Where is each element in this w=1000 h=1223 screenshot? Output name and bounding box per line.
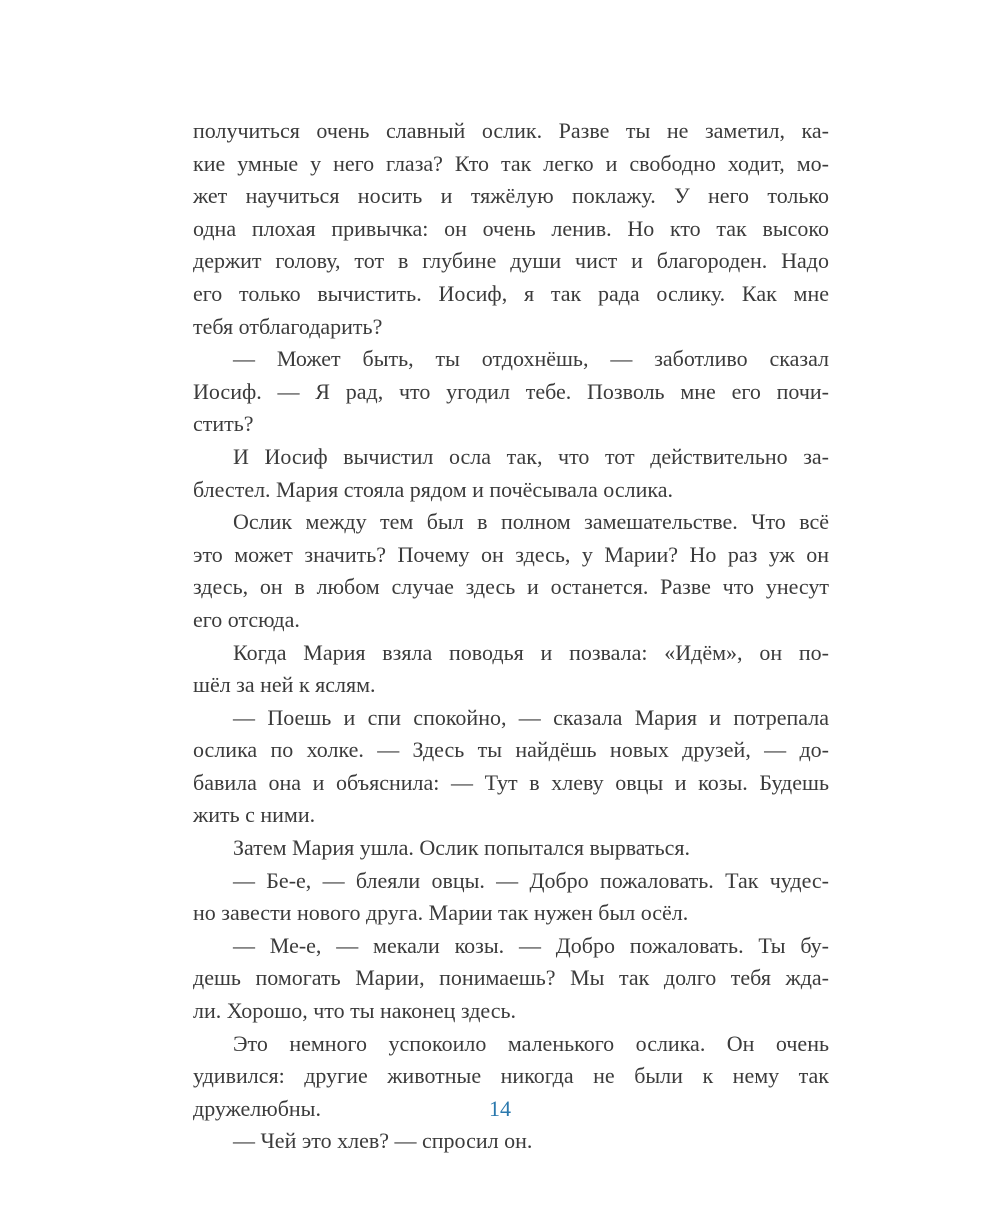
text-line: ослика по холке. — Здесь ты найдёшь новых друзей, — до-	[193, 737, 829, 763]
text-line: кие умные у него глаза? Кто так легко и свободно ходит, мо-	[193, 150, 829, 176]
text-line: — Поешь и спи спокойно, — сказала Мария и потрепала	[233, 704, 829, 730]
text-line: его отсюда.	[193, 606, 300, 632]
text-line: Затем Мария ушла. Ослик попытался вырваться.	[233, 835, 691, 861]
paragraph	[193, 506, 829, 636]
text-line: здесь, он в любом случае здесь и останется. Разве что унесут	[193, 574, 829, 600]
text-line: дружелюбны.	[193, 1095, 321, 1121]
text-line: бавила она и объяснила: — Тут в хлеву овцы и козы. Будешь	[193, 769, 829, 795]
text-line: Иосиф. — Я рад, что угодил тебе. Позволь мне его почи-	[193, 378, 829, 404]
text-line: жить с ними.	[193, 802, 316, 828]
paragraph	[193, 343, 829, 441]
text-line: одна плохая привычка: он очень ленив. Но кто так высоко	[193, 215, 829, 241]
text-line: жет научиться носить и тяжёлую поклажу. У него только	[193, 183, 829, 209]
paragraph	[193, 1125, 829, 1158]
text-line: это может значить? Почему он здесь, у Марии? Но раз уж он	[193, 541, 829, 567]
text-line: тебя отблагодарить?	[193, 313, 383, 339]
paragraph	[193, 637, 829, 702]
paragraph	[193, 930, 829, 1028]
text-line: И Иосиф вычистил осла так, что тот действительно за-	[233, 443, 829, 469]
text-line: его только вычистить. Иосиф, я так рада ослику. Как мне	[193, 280, 829, 306]
text-line: — Бе-е, — блеяли овцы. — Добро пожаловать. Так чудес-	[233, 867, 829, 893]
paragraph	[193, 441, 829, 506]
paragraph	[193, 832, 829, 865]
page-number: 14	[489, 1096, 511, 1121]
text-line: Ослик между тем был в полном замешательстве. Что всё	[233, 509, 829, 535]
text-line: дешь помогать Марии, понимаешь? Мы так долго тебя жда-	[193, 965, 829, 991]
book-page-text	[193, 115, 829, 1158]
text-line: — Чей это хлев? — спросил он.	[233, 1128, 533, 1154]
text-line: блестел. Мария стояла рядом и почёсывала ослика.	[193, 476, 673, 502]
text-line: получиться очень славный ослик. Разве ты не заметил, ка-	[193, 118, 829, 143]
paragraph	[193, 115, 829, 343]
text-line: Когда Мария взяла поводья и позвала: «Идём», он по-	[233, 639, 829, 665]
text-line: Это немного успокоило маленького ослика. Он очень	[233, 1030, 829, 1056]
paragraph	[193, 865, 829, 930]
text-line: — Ме-е, — мекали козы. — Добро пожаловать. Ты бу-	[233, 932, 829, 958]
text-line: шёл за ней к яслям.	[193, 672, 376, 698]
text-line: — Может быть, ты отдохнёшь, — заботливо сказал	[233, 346, 829, 372]
paragraph	[193, 702, 829, 832]
text-line: держит голову, тот в глубине души чист и благороден. Надо	[193, 248, 829, 274]
text-line: но завести нового друга. Марии так нужен был осёл.	[193, 900, 689, 926]
text-line: удивился: другие животные никогда не были к нему так	[193, 1063, 829, 1089]
text-line: ли. Хорошо, что ты наконец здесь.	[193, 998, 516, 1024]
text-line: стить?	[193, 411, 254, 437]
